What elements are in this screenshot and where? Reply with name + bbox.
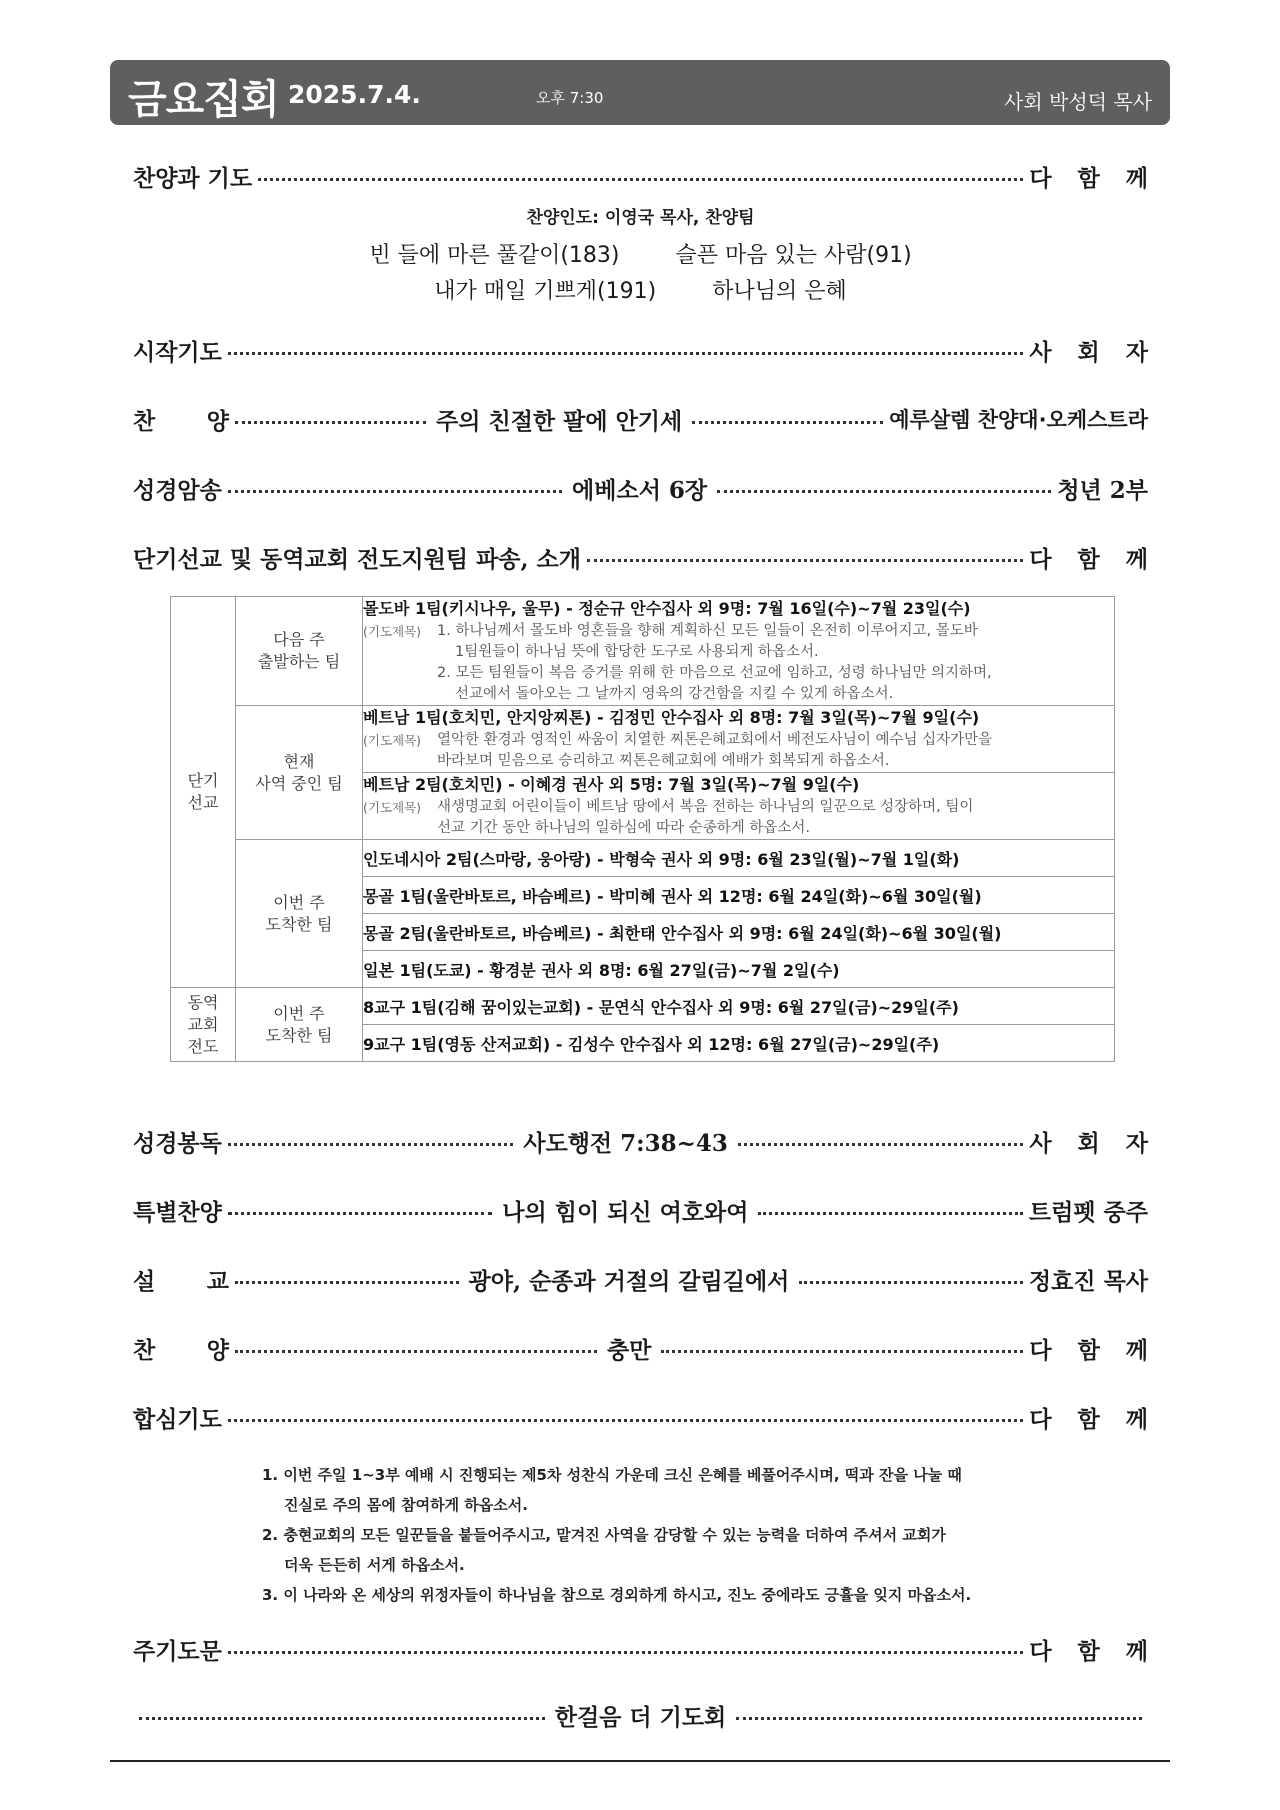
order-title: 주의 친절한 팔에 안기세 [436,407,683,435]
team-district-9: 9교구 1팀(영동 산저교회) - 김성수 안수집사 외 12명: 6월 27일(금)~29일(주) [363,1025,1115,1062]
dot-leader [799,1281,1023,1284]
dot-leader [717,490,1051,493]
order-label: 성경봉독 [133,1129,222,1157]
dot-leader [738,1143,1023,1146]
order-special-song [133,1193,1148,1227]
order-recitation [133,471,1148,505]
dot-leader [228,490,562,493]
song-leader: 찬양인도: 이영국 목사, 찬양팀 [526,208,755,228]
team-heading: 몰도바 1팀(키시나우, 울무) - 정순규 안수집사 외 9명: 7월 16일(수)~7월 23일(수) [363,599,971,618]
dot-leader [228,1143,513,1146]
order-label: 성경암송 [133,476,222,504]
order-title: 충만 [606,1336,652,1364]
order-label: 시작기도 [133,338,222,366]
order-closing [133,1698,1148,1732]
prayer-tag: (기도제목) [363,800,422,815]
team-heading: 베트남 1팀(호치민, 안지앙찌톤) - 김정민 안수집사 외 8명: 7월 3일(목)~7월 9일(수) [363,708,980,727]
song-title: 빈 들에 마른 풀같이(183) [369,243,620,268]
prayer-tag: (기도제목) [363,624,422,639]
team-mongolia-2: 몽골 2팀(울란바토르, 바슴베르) - 최한태 안수집사 외 9명: 6월 24일(화)~6월 30일(월) [363,914,1115,951]
team-moldova-1 [363,597,1115,706]
order-performer: 사 회 자 [1029,338,1157,366]
order-performer: 예루살렘 찬양대·오케스트라 [889,408,1148,432]
order-label: 합심기도 [133,1405,222,1433]
song-line-1 [133,238,1148,269]
dot-leader [235,1350,597,1353]
order-label: 특별찬양 [133,1198,222,1226]
order-performer: 다 함 께 [1029,545,1157,573]
dot-leader [758,1212,1022,1215]
order-performer: 트럼펫 중주 [1028,1198,1148,1226]
song-title: 슬픈 마음 있는 사람(91) [675,243,912,268]
song-line-2 [133,274,1148,305]
service-date: 2025.7.4. [288,80,421,109]
team-vietnam-1 [363,706,1115,773]
order-lords-prayer [133,1632,1157,1666]
missions-table [170,596,1115,1062]
dot-leader [692,421,883,424]
category-partner-church: 동역 교회 전도 [171,988,236,1062]
category-short-term-mission: 단기 선교 [171,597,236,988]
subcategory-current: 현재 사역 중인 팀 [236,706,363,840]
dot-leader [228,1212,492,1215]
team-vietnam-2 [363,773,1115,840]
team-heading: 베트남 2팀(호치민) - 이혜경 권사 외 5명: 7월 3일(목)~7월 9일(수) [363,775,860,794]
dot-leader [228,1419,1023,1422]
prayer-request: (기도제목) 1. 하나님께서 몰도바 영혼들을 향해 계획하신 모든 일들이 온전히 이루어지고, 몰도바 1팀원들이 하나님 뜻에 합당한 도구로 사용되게 하옵소서. 2. 모든 팀원들이 복음 증거를 위해 한 마음으로 선교에 임하고, 성령 하나님만 의지하며, 선교에서 돌아오는 그 날까지 영육의 강건함을 지킬 수 있게 하옵소서. [363,621,1114,705]
service-time: 오후 7:30 [536,89,604,107]
order-opening-prayer [133,333,1157,367]
subcategory-arrived-partner: 이번 주 도착한 팀 [236,988,363,1062]
order-sermon [133,1262,1148,1296]
order-label: 단기선교 및 동역교회 전도지원팀 파송, 소개 [133,545,581,573]
order-performer: 다 함 께 [1029,164,1157,192]
team-district-8: 8교구 1팀(김해 꿈이있는교회) - 문연식 안수집사 외 9명: 6월 27일(금)~29일(주) [363,988,1115,1025]
subcategory-arrived: 이번 주 도착한 팀 [236,840,363,988]
dot-leader [736,1717,1142,1720]
song-title: 내가 매일 기쁘게(191) [434,279,657,304]
dot-leader [139,1717,545,1720]
prayer-item: 1. 이번 주일 1~3부 예배 시 진행되는 제5차 성찬식 가운데 크신 은혜를 베풀어주시며, 떡과 잔을 나눌 때 [262,1466,962,1484]
order-title: 나의 힘이 되신 여호와여 [502,1198,749,1226]
team-japan-1: 일본 1팀(도쿄) - 황경분 권사 외 8명: 6월 27일(금)~7월 2일(수) [363,951,1115,988]
order-performer: 다 함 께 [1029,1405,1157,1433]
order-performer: 청년 2부 [1057,476,1148,504]
prayer-tag: (기도제목) [363,733,422,748]
order-unison-prayer [133,1400,1157,1434]
order-label: 찬양과 기도 [133,164,253,192]
dot-leader [228,1651,1023,1654]
prayer-item-cont: 더욱 든든히 서게 하옵소서. [284,1556,465,1574]
order-title: 에베소서 6장 [572,476,708,504]
team-indonesia-2: 인도네시아 2팀(스마랑, 웅아랑) - 박형숙 권사 외 9명: 6월 23일(월)~7월 1일(화) [363,840,1115,877]
dot-leader [235,421,426,424]
order-dispatch [133,540,1157,574]
presider: 사회 박성덕 목사 [1004,90,1152,114]
order-reading [133,1124,1157,1158]
service-title: 금요집회 [128,77,279,123]
order-hymn-1 [133,402,1148,436]
footer-rule [110,1760,1170,1762]
dot-leader [235,1281,459,1284]
order-label: 주기도문 [133,1637,222,1665]
dot-leader [228,352,1023,355]
prayer-item: 3. 이 나라와 온 세상의 위정자들이 하나님을 참으로 경외하게 하시고, 진노 중에라도 긍휼을 잊지 마옵소서. [262,1586,972,1604]
prayer-request: (기도제목) 새생명교회 어린이들이 베트남 땅에서 복음 전하는 하나님의 일꾼으로 성장하며, 팀이 선교 기간 동안 하나님의 일하심에 따라 순종하게 하옵소서. [363,797,1114,839]
order-title: 사도행전 7:38~43 [523,1129,728,1157]
header-bar [110,60,1170,125]
prayer-item: 2. 충현교회의 모든 일꾼들을 붙들어주시고, 맡겨진 사역을 감당할 수 있는 능력을 더하여 주셔서 교회가 [262,1526,946,1544]
dot-leader [587,559,1023,562]
song-title: 하나님의 은혜 [712,279,847,304]
prayer-item-cont: 진실로 주의 몸에 참여하게 하옵소서. [284,1496,528,1514]
order-title: 한걸음 더 기도회 [554,1703,727,1731]
order-praise-prayer [133,159,1157,193]
dot-leader [258,178,1023,181]
prayer-request: (기도제목) 열악한 환경과 영적인 싸움이 치열한 찌톤은혜교회에서 베전도사님이 예수님 십자가만을 바라보며 믿음으로 승리하고 찌톤은혜교회에 예배가 회복되게 하옵소서. [363,730,1114,772]
order-label: 찬 양 [133,407,229,435]
subcategory-next-week: 다음 주 출발하는 팀 [236,597,363,706]
prayer-items [262,1460,1062,1610]
order-performer: 다 함 께 [1029,1336,1158,1364]
order-performer: 정효진 목사 [1028,1267,1149,1295]
dot-leader [661,1350,1023,1353]
order-performer: 다 함 께 [1029,1637,1157,1665]
order-title: 광야, 순종과 거절의 갈림길에서 [468,1267,790,1295]
team-mongolia-1: 몽골 1팀(울란바토르, 바슴베르) - 박미혜 권사 외 12명: 6월 24일(화)~6월 30일(월) [363,877,1115,914]
order-label: 설 교 [133,1267,229,1295]
order-hymn-2 [133,1331,1158,1365]
order-label: 찬 양 [133,1336,229,1364]
order-performer: 사 회 자 [1029,1129,1157,1157]
